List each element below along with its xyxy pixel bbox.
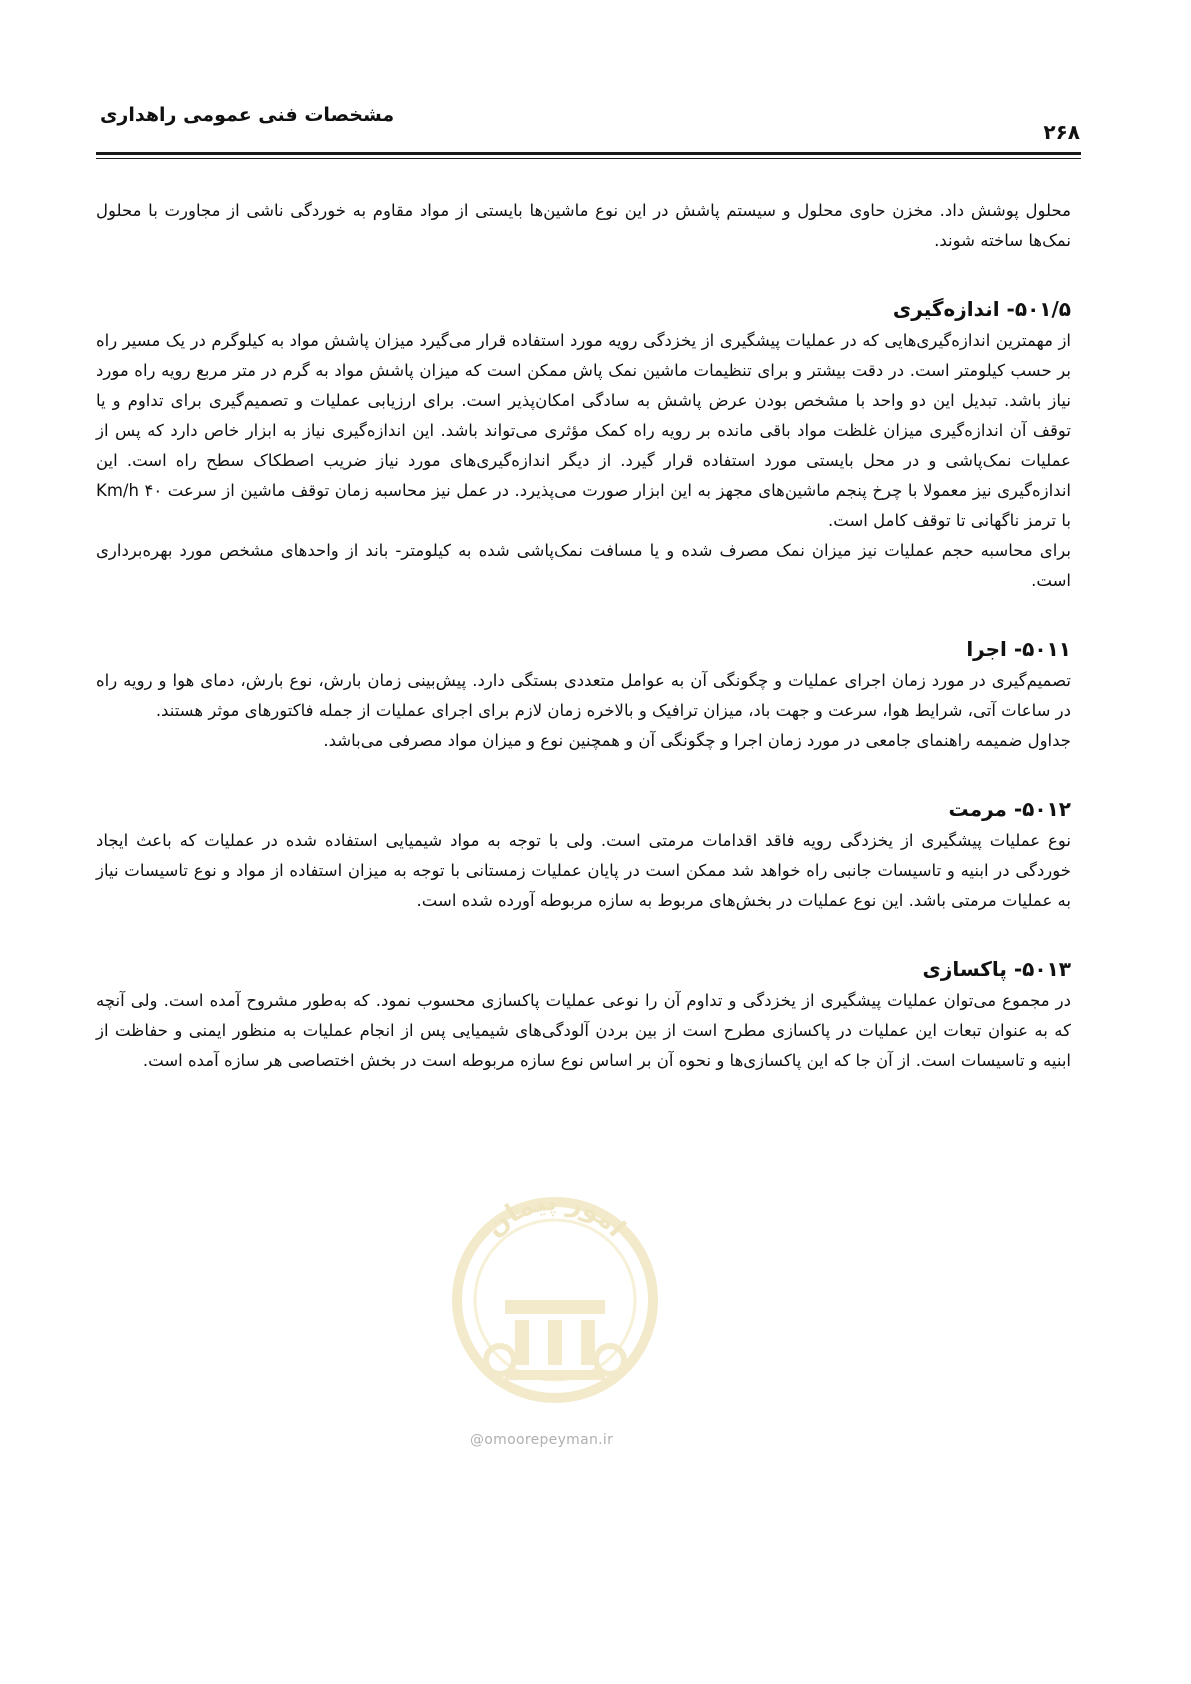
section-paragraph: جداول ضمیمه راهنمای جامعی در مورد زمان اجرا و چگونگی آن و همچنین نوع و میزان مواد مصرفی می‌باشد.	[323, 731, 1071, 750]
section-cleanup	[96, 954, 1071, 1076]
section-heading: ۵۰۱/۵- اندازه‌گیری	[892, 297, 1071, 321]
section-execution	[96, 634, 1071, 756]
intro-paragraph: محلول پوشش داد. مخزن حاوی محلول و سیستم پاشش در این نوع ماشین‌ها بایستی از مواد مقاوم به خوردگی ناشی از مجاورت با محلول نمک‌ها ساخته شوند.	[96, 201, 1071, 250]
header-rule-thin	[96, 158, 1081, 159]
watermark-logo-text: امور پیمان	[479, 1186, 632, 1244]
running-header	[100, 104, 1080, 144]
page-number: ۲۶۸	[1043, 120, 1080, 144]
page-content	[96, 196, 1071, 1076]
section-paragraph: نوع عملیات پیشگیری از یخزدگی رویه فاقد اقدامات مرمتی است. ولی با توجه به مواد شیمیایی استفاده شده در عملیات که باعث ایجاد خوردگی در ابنیه و تاسیسات جانبی راه خواهد شد ممکن است در پایان عملیات زمستانی با توجه به میزان استفاده از مواد و نوع تاسیسات نیاز به عملیات مرمتی باشد. این نوع عملیات در بخش‌های مربوط به سازه مربوطه آورده شده است.	[96, 831, 1071, 910]
section-paragraph: برای محاسبه حجم عملیات نیز میزان نمک مصرف شده و یا مسافت نمک‌پاشی شده به کیلومتر- باند از واحدهای مشخص مورد بهره‌برداری است.	[96, 541, 1071, 590]
section-heading: ۵۰۱۲- مرمت	[948, 797, 1071, 821]
svg-text:امور پیمان	[480, 1187, 631, 1243]
watermark-url: @omoorepeyman.ir	[470, 1432, 614, 1448]
watermark-logo-icon	[445, 1165, 665, 1455]
book-title: مشخصات فنی عمومی راهداری	[100, 104, 395, 126]
section-heading: ۵۰۱۱- اجرا	[966, 637, 1071, 661]
section-paragraph: در مجموع می‌توان عملیات پیشگیری از یخزدگی و تداوم آن را نوعی عملیات پاکسازی محسوب نمود. که به‌طور مشروح آمده است. ولی آنچه که به عنوان تبعات این عملیات در پاکسازی مطرح است از بین بردن آلودگی‌های شیمیایی پس از انجام عملیات به منظور ایمنی و حفاظت از ابنیه و تاسیسات است. از آن جا که این پاکسازی‌ها و نحوه آن بر اساس نوع سازه مربوطه است در بخش اختصاصی هر سازه آمده است.	[96, 991, 1071, 1070]
header-rule-thick	[96, 152, 1081, 155]
section-repair	[96, 794, 1071, 916]
section-measurement	[96, 294, 1071, 596]
section-paragraph: از مهمترین اندازه‌گیری‌هایی که در عملیات پیشگیری از یخزدگی رویه مورد استفاده قرار می‌گیرد میزان پاشش مواد به کیلوگرم در یک مسیر راه بر حسب کیلومتر است. در دقت بیشتر و برای تنظیمات ماشین نمک پاش ممکن است که میزان پاشش مواد به گرم در متر مربع رویه راه مورد نیاز باشد. تبدیل این دو واحد با مشخص بودن عرض پاشش به سادگی امکان‌پذیر است. برای ارزیابی عملیات و تصمیم‌گیری برای تداوم و یا توقف آن اندازه‌گیری میزان غلظت مواد باقی مانده بر رویه راه کمک مؤثری می‌تواند باشد. این اندازه‌گیری نیاز به ابزار خاص دارد که پس از عملیات نمک‌پاشی و در محل بایستی مورد استفاده قرار گیرد. از دیگر اندازه‌گیری‌های مورد نیاز ضریب اصطکاک سطح راه است. این اندازه‌گیری نیز معمولا با چرخ پنجم ماشین‌های مجهز به این ابزار صورت می‌پذیرد. در عمل نیز محاسبه زمان توقف ماشین از سرعت ۴۰ Km/h با ترمز ناگهانی تا توقف کامل است.	[96, 331, 1072, 530]
section-heading: ۵۰۱۳- پاکسازی	[922, 957, 1071, 981]
section-paragraph: تصمیم‌گیری در مورد زمان اجرای عملیات و چگونگی آن به عوامل متعددی بستگی دارد. پیش‌بینی زمان بارش، نوع بارش، دمای هوا و رویه راه در ساعات آتی، شرایط هوا، سرعت و جهت باد، میزان ترافیک و بالاخره زمان لازم برای اجرای عملیات از جمله فاکتورهای موثر هستند.	[96, 671, 1071, 720]
